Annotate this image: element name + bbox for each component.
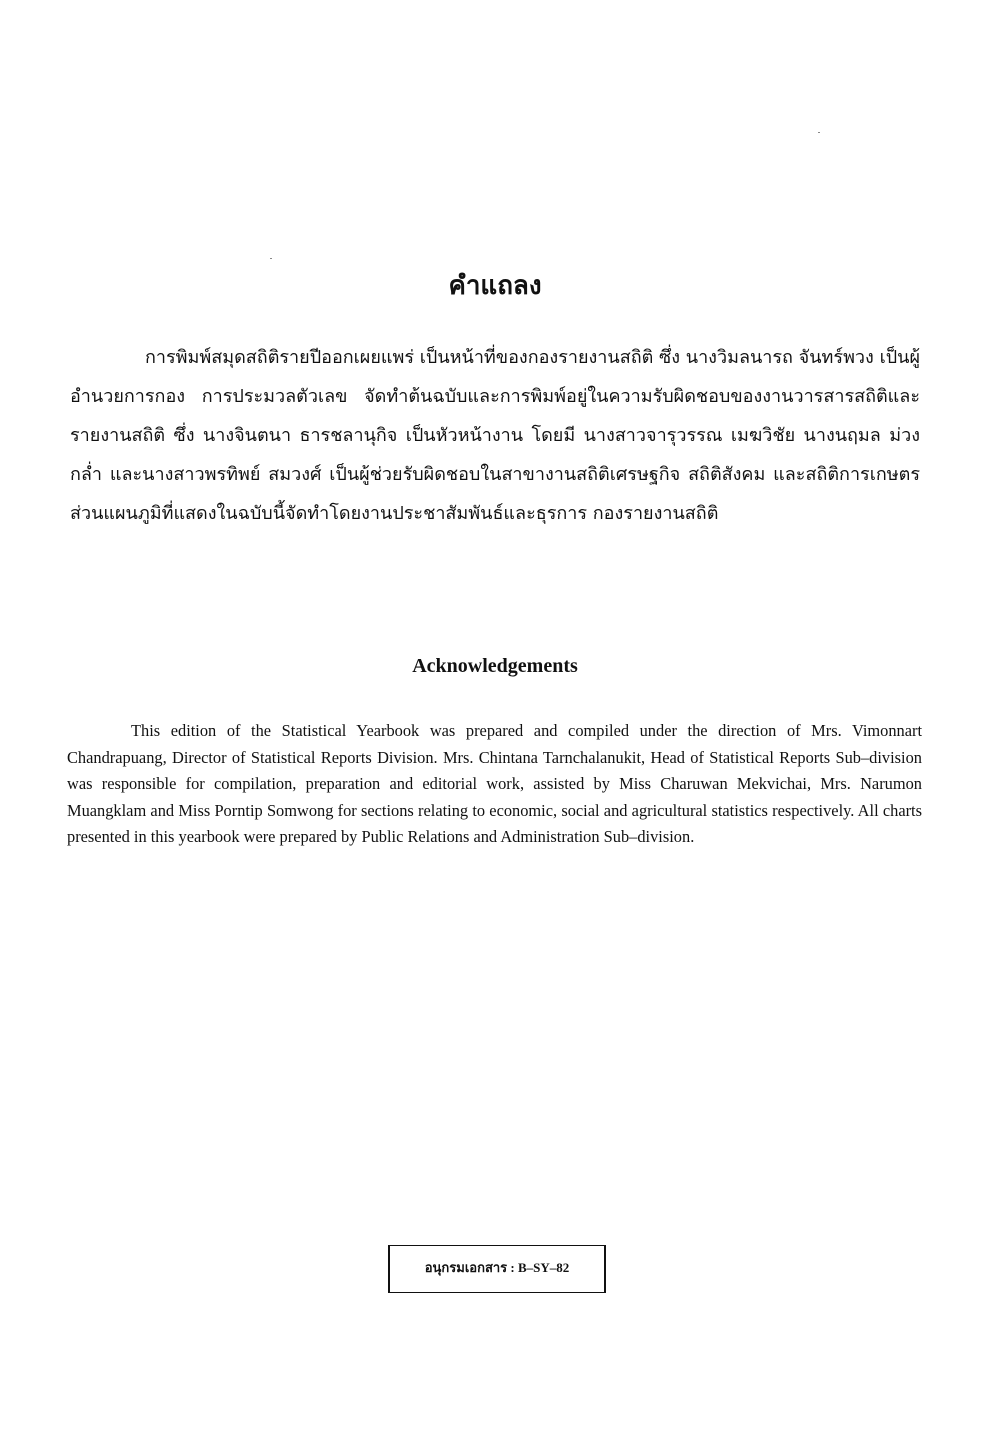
document-code-value: B–SY–82	[518, 1260, 570, 1275]
english-acknowledgement-paragraph: This edition of the Statistical Yearbook was prepared and compiled under the direction of Mrs. Vimonnart Chandrapuang, Director of Statistical Reports Division. Mrs. Chintana Tarnchalanukit, Head of Statistical Reports Sub–division was responsible for compilation, preparation and editorial work, assisted by Miss Charuwan Mekvichai, Mrs. Narumon Muangklam and Miss Porntip Somwong for sections relating to economic, social and agricultural statistics respectively. All charts presented in this yearbook were prepared by Public Relations and Administration Sub–division.	[67, 721, 922, 847]
thai-acknowledgement-paragraph: การพิมพ์สมุดสถิติรายปีออกเผยแพร่ เป็นหน้าที่ของกองรายงานสถิติ ซึ่ง นางวิมลนารถ จันทร์พวง เป็นผู้อำนวยการกอง การประมวลตัวเลข จัดทำต้นฉบับและการพิมพ์อยู่ในความรับผิดชอบของงานวารสารสถิติและรายงานสถิติ ซึ่ง นางจินตนา ธารชลานุกิจ เป็นหัวหน้างาน โดยมี นางสาวจารุวรรณ เมฆวิชัย นางนฤมล ม่วงกล่ำ และนางสาวพรทิพย์ สมวงศ์ เป็นผู้ช่วยรับผิดชอบในสาขางานสถิติเศรษฐกิจ สถิติสังคม และสถิติการเกษตร ส่วนแผนภูมิที่แสดงในฉบับนี้จัดทำโดยงานประชาสัมพันธ์และธุรการ กองรายงานสถิติ	[70, 347, 920, 524]
scan-speck	[270, 258, 272, 259]
document-code	[390, 1257, 604, 1279]
thai-title: คำแถลง	[448, 271, 542, 301]
document-code-box	[388, 1245, 606, 1293]
scan-speck	[818, 132, 820, 133]
english-title: Acknowledgements	[412, 655, 578, 677]
document-code-label: อนุกรมเอกสาร :	[424, 1260, 515, 1275]
